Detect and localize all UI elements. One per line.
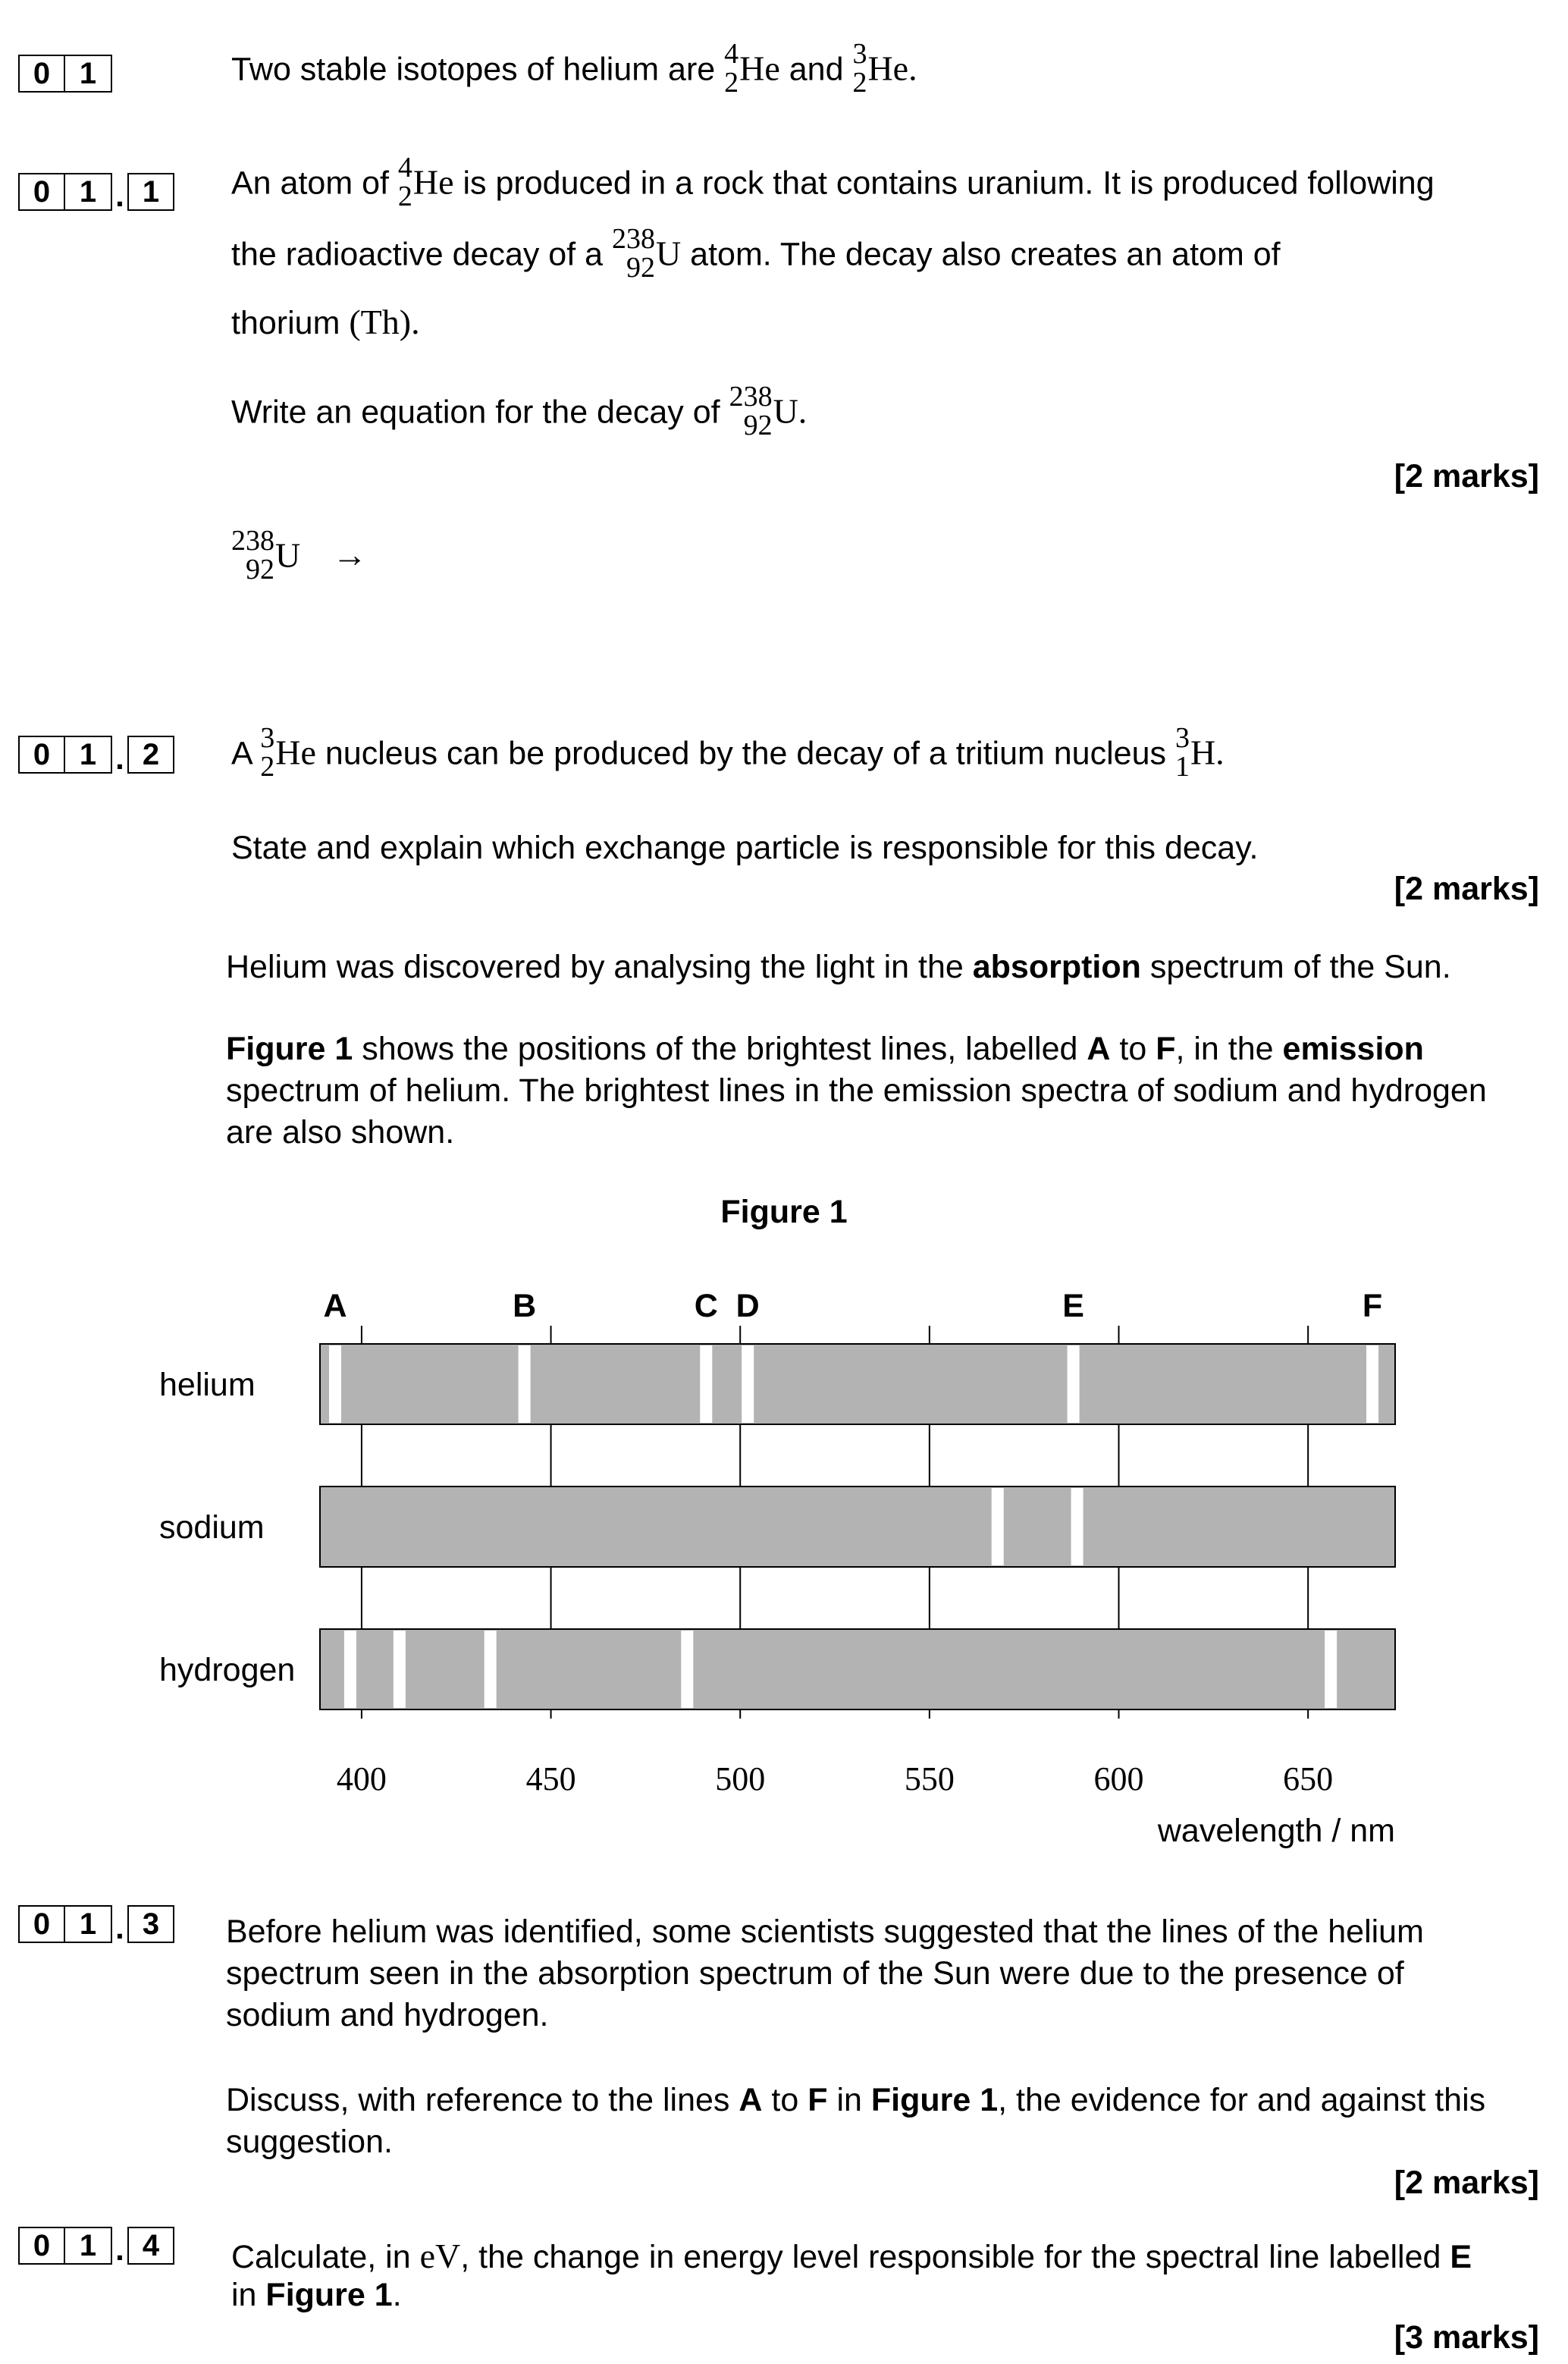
context-p1-text: Helium was discovered by analysing the light in the	[226, 949, 964, 985]
context-p2-bold: emission	[1282, 1031, 1424, 1067]
helium-3-symbol: 3 2 He	[260, 722, 316, 783]
line-label-C: C	[694, 1288, 718, 1324]
uranium-238-symbol: 238 92 U	[231, 525, 301, 586]
spectral-line-helium	[329, 1345, 341, 1423]
q011-instruction	[231, 381, 808, 443]
spectrum-band-hydrogen	[320, 1629, 1395, 1709]
label-a-ref: A	[739, 2082, 763, 2118]
label-e-ref: E	[1450, 2239, 1472, 2275]
spectral-line-hydrogen	[344, 1631, 356, 1708]
q012-line1	[231, 722, 1225, 784]
q013-marks: [2 marks]	[1394, 2165, 1539, 2201]
q011-line1	[231, 152, 1435, 214]
spectral-line-hydrogen	[681, 1631, 693, 1708]
x-tick-label: 550	[904, 1760, 955, 1797]
qnum-digit: 1	[65, 173, 112, 211]
label-f-ref: F	[808, 2082, 828, 2118]
spectral-line-sodium	[992, 1488, 1004, 1565]
helium-4-symbol: 4 2 He	[724, 38, 780, 99]
q012-line1-prefix: A	[231, 735, 252, 772]
qnum-digit: 0	[18, 55, 65, 93]
line-label-F: F	[1362, 1288, 1383, 1324]
qnum-dot: .	[115, 2231, 124, 2267]
qnum-digit: 4	[127, 2227, 174, 2265]
context-paragraph-2	[226, 1028, 1538, 1154]
figure-ref: Figure 1	[265, 2277, 393, 2313]
q012-instruction: State and explain which exchange particle is responsible for this decay.	[231, 830, 1259, 866]
q01-and: and	[789, 51, 844, 88]
context-p2-in-the: , in the	[1175, 1031, 1274, 1067]
question-number-01-3	[18, 1902, 174, 1943]
qnum-digit: 1	[127, 173, 174, 211]
x-tick-label: 650	[1283, 1760, 1334, 1797]
label-f-ref: F	[1156, 1031, 1176, 1067]
q011-line1-prefix: An atom of	[231, 165, 389, 202]
q014-text-mid: , the change in energy level responsible for the spectral line labelled	[460, 2239, 1441, 2275]
uranium-238-symbol: 238 92 U.	[729, 381, 808, 441]
x-axis-label: wavelength / nm	[1157, 1813, 1395, 1849]
qnum-digit: 2	[127, 736, 174, 774]
q013-p2-in: in	[836, 2082, 862, 2118]
x-tick-label: 400	[336, 1760, 387, 1797]
helium-3-symbol: 3 2 He.	[852, 38, 917, 99]
qnum-dot: .	[115, 740, 124, 776]
q011-line3	[231, 302, 420, 342]
q013-p2-to: to	[771, 2082, 799, 2118]
spectral-line-helium	[700, 1345, 712, 1423]
thorium-symbol: (Th).	[349, 303, 420, 341]
q012-marks: [2 marks]	[1394, 871, 1539, 907]
q011-line1-suffix: is produced in a rock that contains uranium. It is produced following	[463, 165, 1435, 202]
q014-line1	[231, 2236, 1472, 2276]
q013-p2-text-after: , the evidence for and against this suggestion.	[226, 2082, 1486, 2160]
figure-ref: Figure 1	[226, 1031, 353, 1067]
unit-ev: eV	[419, 2237, 461, 2275]
spectral-line-sodium	[1071, 1488, 1083, 1565]
context-p1-text-after: spectrum of the Sun.	[1149, 949, 1451, 985]
question-number-01-2	[18, 733, 174, 774]
x-tick-label: 450	[525, 1760, 576, 1797]
qnum-digit: 1	[65, 55, 112, 93]
q014-marks: [3 marks]	[1394, 2319, 1539, 2356]
figure-ref: Figure 1	[870, 2082, 999, 2118]
context-p2-text: shows the positions of the brightest lines, labelled	[362, 1031, 1078, 1067]
qnum-digit: 1	[65, 2227, 112, 2265]
q012-line1-middle: nucleus can be produced by the decay of a tritium nucleus	[325, 735, 1166, 772]
helium-4-symbol: 4 2 He	[397, 152, 454, 212]
context-p1-bold: absorption	[972, 949, 1141, 985]
context-paragraph-1	[226, 947, 1538, 988]
line-label-D: D	[735, 1288, 760, 1324]
spectral-line-hydrogen	[394, 1631, 406, 1708]
q01-intro-text: Two stable isotopes of helium are	[231, 51, 716, 88]
spectral-line-helium	[1068, 1345, 1080, 1423]
question-number-01	[18, 52, 112, 93]
line-label-E: E	[1062, 1288, 1084, 1324]
chart-body	[159, 1288, 1395, 1849]
line-label-B: B	[513, 1288, 537, 1324]
context-p2-text-after: spectrum of helium. The brightest lines in the emission spectra of sodium and hydrogen are also shown.	[226, 1072, 1487, 1151]
q011-marks: [2 marks]	[1394, 458, 1539, 494]
spectral-line-helium	[519, 1345, 531, 1423]
spectral-line-helium	[1366, 1345, 1378, 1423]
q011-line2-prefix: the radioactive decay of a	[231, 236, 604, 273]
q011-line2-suffix: atom. The decay also creates an atom of	[690, 236, 1281, 273]
qnum-digit: 1	[65, 1905, 112, 1943]
band-label-helium: helium	[159, 1367, 256, 1403]
spectral-line-hydrogen	[1325, 1631, 1337, 1708]
q011-line3-prefix: thorium	[231, 305, 340, 341]
question-number-01-4	[18, 2224, 174, 2265]
band-label-hydrogen: hydrogen	[159, 1652, 296, 1688]
line-label-A: A	[323, 1288, 347, 1324]
qnum-digit: 0	[18, 173, 65, 211]
qnum-digit: 1	[65, 736, 112, 774]
spectrum-band-helium	[320, 1344, 1395, 1424]
qnum-digit: 0	[18, 1905, 65, 1943]
q011-equation-start	[231, 525, 368, 587]
reaction-arrow: →	[332, 535, 368, 575]
band-label-sodium: sodium	[159, 1509, 265, 1546]
context-p2-to: to	[1119, 1031, 1147, 1067]
qnum-digit: 0	[18, 736, 65, 774]
qnum-dot: .	[115, 177, 124, 213]
q014-text: Calculate, in	[231, 2239, 411, 2275]
q01-intro	[231, 38, 917, 100]
x-tick-label: 600	[1093, 1760, 1144, 1797]
q013-paragraph-2	[226, 2080, 1515, 2163]
q014-period: .	[392, 2277, 402, 2313]
q014-line2	[231, 2277, 402, 2314]
spectrum-chart	[0, 1183, 1568, 1866]
uranium-238-symbol: 238 92 U	[611, 223, 682, 284]
tritium-symbol: 3 1 H.	[1174, 722, 1225, 783]
qnum-digit: 3	[127, 1905, 174, 1943]
q011-line2	[231, 223, 1281, 285]
spectrum-band-sodium	[320, 1487, 1395, 1567]
qnum-dot: .	[115, 1910, 124, 1945]
chart-title: Figure 1	[720, 1194, 848, 1230]
question-number-01-1	[18, 170, 174, 211]
spectral-line-helium	[742, 1345, 754, 1423]
qnum-digit: 0	[18, 2227, 65, 2265]
q013-p2-text: Discuss, with reference to the lines	[226, 2082, 730, 2118]
q014-in: in	[231, 2277, 257, 2313]
q013-paragraph-1: Before helium was identified, some scientists suggested that the lines of the helium spectrum seen in the absorption spectrum of the Sun were due to the presence of sodium and hydrogen.	[226, 1913, 1424, 2033]
spectral-line-hydrogen	[485, 1631, 497, 1708]
x-tick-label: 500	[715, 1760, 766, 1797]
label-a-ref: A	[1087, 1031, 1111, 1067]
q011-instruction-text: Write an equation for the decay of	[231, 394, 720, 431]
